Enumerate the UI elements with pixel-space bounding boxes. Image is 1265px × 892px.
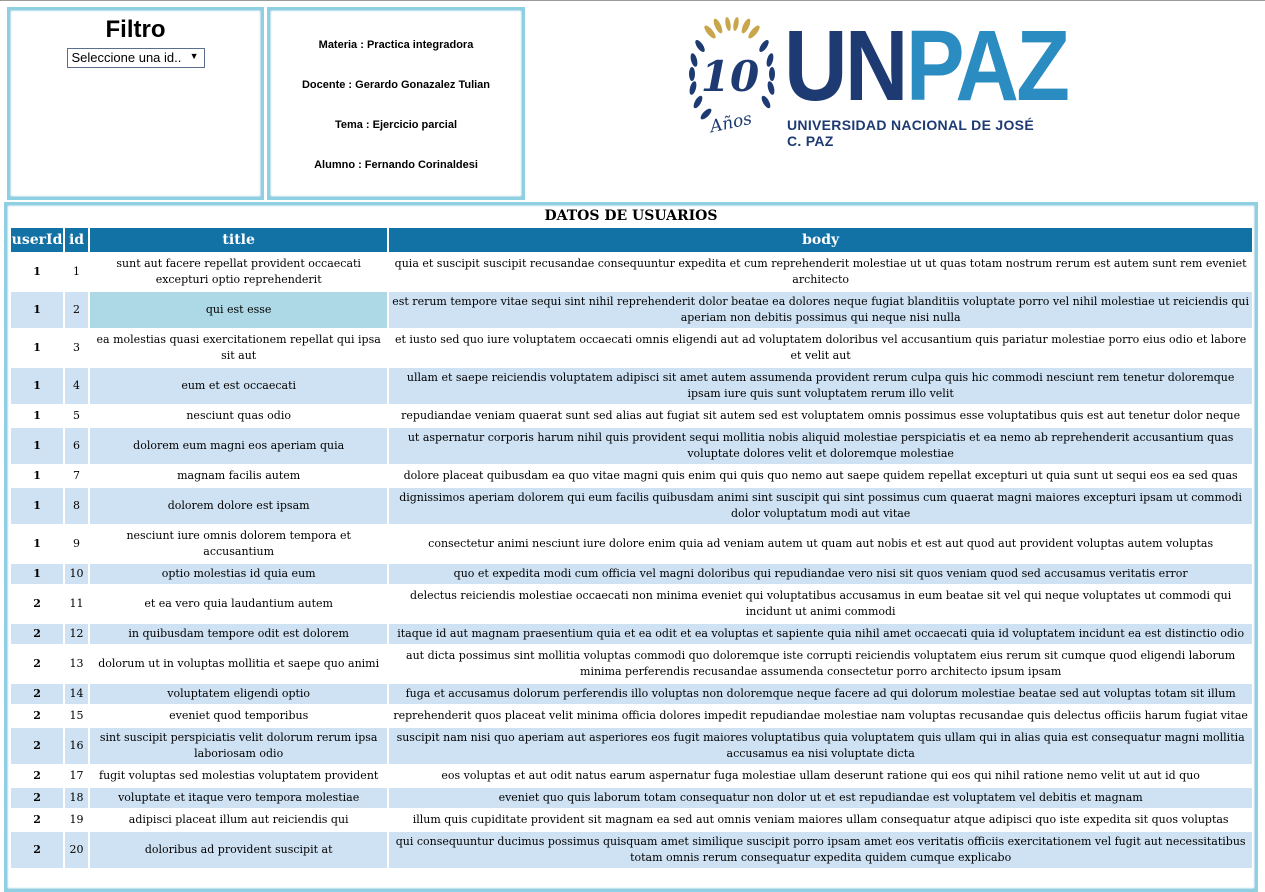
cell-title: et ea vero quia laudantium autem xyxy=(90,586,387,622)
cell-id: 13 xyxy=(65,646,88,682)
cell-userid: 1 xyxy=(11,292,63,328)
cell-body: reprehenderit quos placeat velit minima officia dolores impedit repudiandae molestiae nam voluptas recusandae quis delectus officiis harum fugiat vitae xyxy=(389,706,1252,726)
table-row[interactable] xyxy=(11,526,1252,562)
cell-body: fuga et accusamus dolorum perferendis illo voluptas non doloremque neque facere ad qui dolorum molestiae beatae sed aut voluptas totam sit illum xyxy=(389,684,1252,704)
table-row[interactable] xyxy=(11,810,1252,830)
table-row[interactable] xyxy=(11,624,1252,644)
cell-id: 10 xyxy=(65,564,88,584)
cell-title: sunt aut facere repellat provident occaecati excepturi optio reprehenderit xyxy=(90,254,387,290)
cell-id: 20 xyxy=(65,832,88,868)
cell-id: 9 xyxy=(65,526,88,562)
unpaz-logo xyxy=(686,10,1068,149)
cell-id: 18 xyxy=(65,788,88,808)
col-header-userid[interactable]: userId xyxy=(11,228,63,252)
table-row[interactable] xyxy=(11,788,1252,808)
table-row[interactable] xyxy=(11,766,1252,786)
cell-id: 11 xyxy=(65,586,88,622)
col-header-id[interactable]: id xyxy=(65,228,88,252)
table-row[interactable] xyxy=(11,330,1252,366)
course-info-panel xyxy=(267,7,525,200)
cell-id: 5 xyxy=(65,406,88,426)
cell-body: illum quis cupiditate provident sit magnam ea sed aut omnis veniam maiores ullam consequatur atque adipisci quo iste expedita sit quos voluptas xyxy=(389,810,1252,830)
cell-id: 1 xyxy=(65,254,88,290)
cell-userid: 1 xyxy=(11,564,63,584)
table-row[interactable] xyxy=(11,254,1252,290)
cell-userid: 1 xyxy=(11,330,63,366)
logo-subtitle: UNIVERSIDAD NACIONAL DE JOSÉ C. PAZ xyxy=(787,117,1034,149)
cell-userid: 1 xyxy=(11,428,63,464)
materia-text: Materia : Practica integradora xyxy=(318,39,474,51)
cell-title: eum et est occaecati xyxy=(90,368,387,404)
cell-title: dolorem eum magni eos aperiam quia xyxy=(90,428,387,464)
cell-body: repudiandae veniam quaerat sunt sed alias aut fugiat sit autem sed est voluptatem omnis possimus esse voluptatibus quis est aut tenetur dolor neque xyxy=(389,406,1252,426)
filter-panel xyxy=(7,7,264,200)
table-row[interactable] xyxy=(11,406,1252,426)
cell-body: suscipit nam nisi quo aperiam aut asperiores eos fugit maiores voluptatibus quia voluptatem quis ullam qui in alias quia est consequatur magni mollitia accusamus ea nisi voluptate dicta xyxy=(389,728,1252,764)
cell-userid: 1 xyxy=(11,368,63,404)
cell-body: dolore placeat quibusdam ea quo vitae magni quis enim qui quis quo nemo aut saepe quidem repellat excepturi ut quia sunt ut sequi eos ea sed quas xyxy=(389,466,1252,486)
cell-body: eveniet quo quis laborum totam consequatur non dolor ut et est repudiandae est voluptatem vel debitis et magnam xyxy=(389,788,1252,808)
docente-text: Docente : Gerardo Gonazalez Tulian xyxy=(301,79,491,91)
table-row[interactable] xyxy=(11,564,1252,584)
cell-userid: 2 xyxy=(11,624,63,644)
cell-body: ullam et saepe reiciendis voluptatem adipisci sit amet autem assumenda provident rerum culpa quis hic commodi nesciunt rem tenetur doloremque ipsam iure quis sunt voluptatem rerum illo velit xyxy=(389,368,1252,404)
cell-body: itaque id aut magnam praesentium quia et ea odit et ea voluptas et sapiente quia nihil amet occaecati quia id voluptatem incidunt ea est distinctio odio xyxy=(389,624,1252,644)
cell-title: dolorem dolore est ipsam xyxy=(90,488,387,524)
col-header-title[interactable]: title xyxy=(90,228,387,252)
filter-title: Filtro xyxy=(105,16,166,43)
cell-title: doloribus ad provident suscipit at xyxy=(90,832,387,868)
cell-id: 8 xyxy=(65,488,88,524)
cell-title: adipisci placeat illum aut reiciendis qui xyxy=(90,810,387,830)
cell-userid: 2 xyxy=(11,810,63,830)
alumno-text: Alumno : Fernando Corinaldesi xyxy=(314,159,478,171)
cell-id: 6 xyxy=(65,428,88,464)
table-row[interactable] xyxy=(11,646,1252,682)
cell-title: magnam facilis autem xyxy=(90,466,387,486)
cell-userid: 2 xyxy=(11,706,63,726)
cell-id: 19 xyxy=(65,810,88,830)
cell-body: qui consequuntur ducimus possimus quisquam amet similique suscipit porro ipsam amet eos veritatis officiis exercitationem vel fugit aut necessitatibus totam omnis rerum consequatur expedita quidem cumque explicabo xyxy=(389,832,1252,868)
cell-userid: 2 xyxy=(11,646,63,682)
cell-title: fugit voluptas sed molestias voluptatem provident xyxy=(90,766,387,786)
cell-id: 15 xyxy=(65,706,88,726)
cell-userid: 2 xyxy=(11,788,63,808)
cell-id: 16 xyxy=(65,728,88,764)
cell-body: est rerum tempore vitae sequi sint nihil reprehenderit dolor beatae ea dolores neque fugiat blanditiis voluptate porro vel nihil molestiae ut reiciendis qui aperiam non debitis possimus qui neque nisi nulla xyxy=(389,292,1252,328)
cell-title: eveniet quod temporibus xyxy=(90,706,387,726)
cell-userid: 2 xyxy=(11,728,63,764)
cell-userid: 1 xyxy=(11,466,63,486)
cell-title: ea molestias quasi exercitationem repellat qui ipsa sit aut xyxy=(90,330,387,366)
cell-body: et iusto sed quo iure voluptatem occaecati omnis eligendi aut ad voluptatem doloribus vel accusantium quis pariatur molestiae porro eius odio et labore et velit aut xyxy=(389,330,1252,366)
cell-title: dolorum ut in voluptas mollitia et saepe quo animi xyxy=(90,646,387,682)
cell-userid: 2 xyxy=(11,684,63,704)
cell-userid: 2 xyxy=(11,586,63,622)
cell-title: nesciunt quas odio xyxy=(90,406,387,426)
cell-title: optio molestias id quia eum xyxy=(90,564,387,584)
tema-text: Tema : Ejercicio parcial xyxy=(334,119,458,131)
cell-userid: 1 xyxy=(11,526,63,562)
cell-id: 7 xyxy=(65,466,88,486)
logo-wordmark-paz: PAZ xyxy=(905,10,1068,122)
users-table-panel xyxy=(4,202,1258,892)
cell-id: 3 xyxy=(65,330,88,366)
cell-id: 14 xyxy=(65,684,88,704)
cell-body: consectetur animi nesciunt iure dolore enim quia ad veniam autem ut quam aut nobis et est aut quod aut provident voluptas autem voluptas xyxy=(389,526,1252,562)
id-select[interactable] xyxy=(67,48,205,68)
table-row[interactable] xyxy=(11,728,1252,764)
table-row[interactable] xyxy=(11,488,1252,524)
cell-userid: 2 xyxy=(11,832,63,868)
cell-body: quo et expedita modi cum officia vel magni doloribus qui repudiandae vero nisi sit quos veniam quod sed accusamus veritatis error xyxy=(389,564,1252,584)
cell-body: delectus reiciendis molestiae occaecati non minima eveniet qui voluptatibus accusamus in eum beatae sit vel qui neque voluptates ut commodi qui incidunt ut animi commodi xyxy=(389,586,1252,622)
cell-title: sint suscipit perspiciatis velit dolorum rerum ipsa laboriosam odio xyxy=(90,728,387,764)
table-row[interactable] xyxy=(11,466,1252,486)
table-header-row xyxy=(11,228,1252,252)
table-row[interactable] xyxy=(11,684,1252,704)
table-row[interactable] xyxy=(11,586,1252,622)
cell-userid: 1 xyxy=(11,254,63,290)
cell-title: voluptate et itaque vero tempora molestiae xyxy=(90,788,387,808)
cell-id: 17 xyxy=(65,766,88,786)
window-top-border xyxy=(0,0,1265,1)
logo-anos: Años xyxy=(708,108,754,138)
logo-number: 10 xyxy=(700,52,760,101)
chevron-down-icon: ▼ xyxy=(189,51,199,61)
cell-id: 12 xyxy=(65,624,88,644)
table-row[interactable] xyxy=(11,292,1252,328)
table-row[interactable] xyxy=(11,368,1252,404)
table-row[interactable] xyxy=(11,706,1252,726)
cell-userid: 1 xyxy=(11,406,63,426)
table-row[interactable] xyxy=(11,832,1252,868)
logo-wordmark-un: UN xyxy=(784,10,906,122)
cell-title: nesciunt iure omnis dolorem tempora et accusantium xyxy=(90,526,387,562)
anniversary-wreath-icon xyxy=(686,16,778,146)
cell-title: voluptatem eligendi optio xyxy=(90,684,387,704)
table-row[interactable] xyxy=(11,428,1252,464)
cell-title: in quibusdam tempore odit est dolorem xyxy=(90,624,387,644)
cell-title: qui est esse xyxy=(90,292,387,328)
table-caption: DATOS DE USUARIOS xyxy=(544,208,718,224)
id-select-value: Seleccione una id.. xyxy=(71,50,182,65)
cell-body: dignissimos aperiam dolorem qui eum facilis quibusdam animi sint suscipit qui sint possimus cum quaerat magni maiores excepturi ipsam ut commodi dolor voluptatum modi aut vitae xyxy=(389,488,1252,524)
col-header-body[interactable]: body xyxy=(389,228,1252,252)
cell-body: eos voluptas et aut odit natus earum aspernatur fuga molestiae ullam deserunt ratione qui eos qui nihil ratione nemo velit ut aut id quo xyxy=(389,766,1252,786)
cell-body: aut dicta possimus sint mollitia voluptas commodi quo doloremque iste corrupti reiciendis voluptatem eius rerum sit cumque quod eligendi laborum minima perferendis recusandae assumenda consectetur porro architecto ipsum ipsam xyxy=(389,646,1252,682)
logo-wordmark xyxy=(784,10,1068,122)
cell-body: ut aspernatur corporis harum nihil quis provident sequi mollitia nobis aliquid molestiae perspiciatis et ea nemo ab reprehenderit accusantium quas voluptate dolores velit et doloremque molestiae xyxy=(389,428,1252,464)
users-table xyxy=(9,226,1254,870)
cell-body: quia et suscipit suscipit recusandae consequuntur expedita et cum reprehenderit molestiae ut ut quas totam nostrum rerum est autem sunt rem eveniet architecto xyxy=(389,254,1252,290)
table-body xyxy=(11,254,1252,868)
cell-id: 2 xyxy=(65,292,88,328)
cell-userid: 2 xyxy=(11,766,63,786)
cell-id: 4 xyxy=(65,368,88,404)
cell-userid: 1 xyxy=(11,488,63,524)
